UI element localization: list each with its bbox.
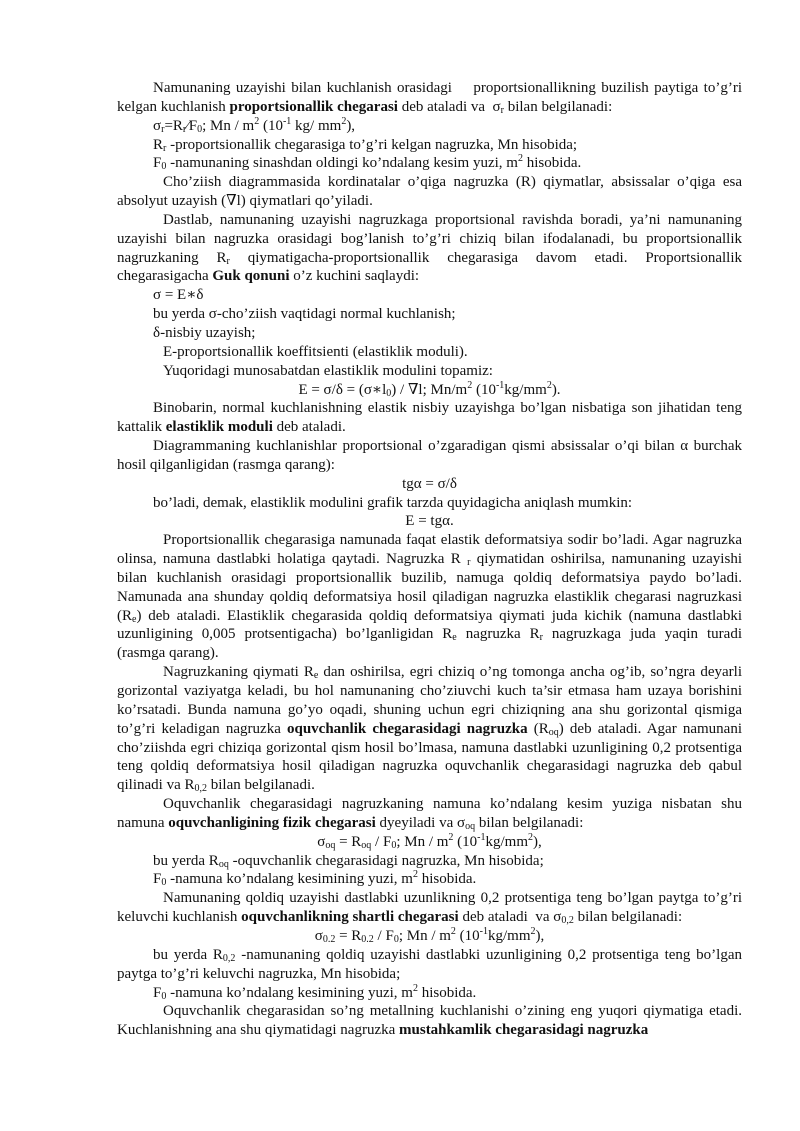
paragraph: Oquvchanlik chegarasidan so’ng metallning kuchlanishi o’zining eng yuqori qiymatiga etadi. Kuchlanishning ana shu qiymatidagi nagruzka mustahkamlik chegarasidagi nagruzka [117,1003,742,1039]
paragraph: bu yerda σ-cho’ziish vaqtidagi normal kuchlanish; [153,306,456,323]
paragraph: $R_r$ -proportsionallik chegarasiga to’g’ri kelgan nagruzka, Mn hisobida; [153,136,578,154]
paragraph: E-proportsionallik koeffitsienti (elastiklik moduli). [163,343,468,360]
paragraph: $F_0$ -namuna ko’ndalang kesimining yuzi, $m^2$ hisobida. [153,982,477,1002]
paragraph: Proportsionallik chegarasiga namunada faqat elastik deformatsiya sodir bo’ladi. Agar nagruzka olinsa, namuna dastlabki holatiga qaytadi. Nagruzka R $_r$ qiymatidan oshirilsa, namunaning uzayishi bilan kuchlanish orasidagi proportsionallik buzilib, namuga qoldiq deformatsiya paydo bo’ladi. Namunada ana shunday qoldiq deformatsiya hosil qiladigan nagruzka elastiklik chegarasi nagruzkasi $(R_e)$ deb ataladi. Elastiklik chegarasida qoldiq deformatsiya qiymati juda kichik (namuna dastlabki uzunligining 0,005 protsentigacha) bo’lganligidan $R_e$ nagruzka $R_r$ nagruzkaga juda yaqin turadi (rasmga qarang). [117,532,742,662]
paragraph: Dastlab, namunaning uzayishi nagruzkaga proportsional ravishda boradi, ya’ni namunaning uzayishi bilan nagruzka orasidagi bog’lanish to’g’ri chiziq bilan ifodalanadi, bu proportsionallik nagruzkaning $R_r$ qiymatigacha-proportsionallik chegarasiga davom etadi. Proportsionallik chegarasigacha Guk qonuni o’z kuchini saqlaydi: [117,211,742,285]
paragraph: $\sigma_{oq} = R_{oq} / F_0$; Mn / $m^2$ $(10^{-1}kg/mm^2)$, [317,831,542,851]
paragraph: Oquvchanlik chegarasidagi nagruzkaning namuna ko’ndalang kesim yuziga nisbatan shu namuna oquvchanligining fizik chegarasi dyeyiladi va $\sigma_{oq}$ bilan belgilanadi: [117,796,742,832]
document-body [117,79,742,1040]
paragraph: Namunaning qoldiq uzayishi dastlabki uzunlikning 0,2 protsentiga teng bo’lgan paytga to’g’ri keluvchi kuchlanish oquvchanlikning shartli chegarasi deb ataladi va $\sigma_{0,2}$ bilan belgilanadi: [117,890,742,927]
paragraph: $\sigma_{0.2} = R_{0.2} / F_0$; Mn / $m^2$ $(10^{-1}kg/mm^2)$, [314,925,545,945]
paragraph: Nagruzkaning qiymati $R_e$ dan oshirilsa, egri chiziq o’ng tomonga ancha og’ib, so’ngra deyarli gorizontal vaziyatga keladi, bu hol namunaning cho’ziuvchi kuch ta’sir etmasa ham uzaya borishini ko’rsatadi. Bunda namuna go’yo oqadi, shuning uchun egri chiziqning ana shu gorizontal qismiga to’g’ri keladigan nagruzka oquvchanlik chegarasidagi nagruzka $(R_{oq})$ deb ataladi. Agar namunani cho’ziishda egri chiziqa gorizontal qism hosil bo’lmasa, namuna dastlabki uzunligining 0,2 protsentiga teng qoldiq deformatsiya hosil qiladigan nagruzka oquvchanlik chegarasidagi nagruzka deb qabul qilinadi va $R_{0,2}$ bilan belgilanadi. [117,664,742,795]
paragraph: Binobarin, normal kuchlanishning elastik nisbiy uzayishga bo’lgan nisbatiga son jihatidan teng kattalik elastiklik moduli deb ataladi. [117,400,742,436]
paragraph: Yuqoridagi munosabatdan elastiklik modulini topamiz: [163,362,493,379]
paragraph: bu yerda $R_{oq}$ -oquvchanlik chegarasidagi nagruzka, Mn hisobida; [153,852,544,870]
paragraph: bo’ladi, demak, elastiklik modulini grafik tarzda quyidagicha aniqlash mumkin: [153,494,633,511]
paragraph: Diagrammaning kuchlanishlar proportsional o’zgaradigan qismi absissalar o’qi bilan α burchak hosil qilganligidan (rasmga qarang): [117,438,742,473]
paragraph: $F_0$ -namuna ko’ndalang kesimining yuzi, $m^2$ hisobida. [153,869,477,889]
paragraph: Namunaning uzayishi bilan kuchlanish orasidagi proportsionallikning buzilish paytiga to’g’ri kelgan kuchlanish proportsionallik chegarasi deb ataladi va $\sigma_r$ bilan belgilanadi: [117,80,742,116]
paragraph: bu yerda $R_{0,2}$ -namunaning qoldiq uzayishi dastlabki uzunligining 0,2 protsentiga teng bo’lgan paytga to’g’ri keluvchi nagruzka, Mn hisobida; [117,946,742,982]
paragraph: σ = E∗δ [153,287,204,304]
paragraph: E = tgα. [405,513,454,530]
paragraph: tgα = σ/δ [402,475,457,492]
paragraph: δ-nisbiy uzayish; [153,324,256,341]
paragraph: $F_0$ -namunaning sinashdan oldingi ko’ndalang kesim yuzi, $m^2$ hisobida. [153,153,582,173]
paragraph: Cho’ziish diagrammasida kordinatalar o’qiga nagruzka (R) qiymatlar, absissalar o’qiga esa absolyut uzayish (∇l) qiymatlari qo’yiladi. [117,174,742,210]
paragraph: $E = \sigma/\delta = (\sigma∗l_0) / \nabla l$; $Mn/m^2$ $(10^{-1}kg/mm^2)$. [298,379,561,399]
paragraph: $\sigma_r=R_r⁄F_0$; Mn / $m^2$ ($10^{-1}$ kg/ $mm^2$), [153,115,356,135]
